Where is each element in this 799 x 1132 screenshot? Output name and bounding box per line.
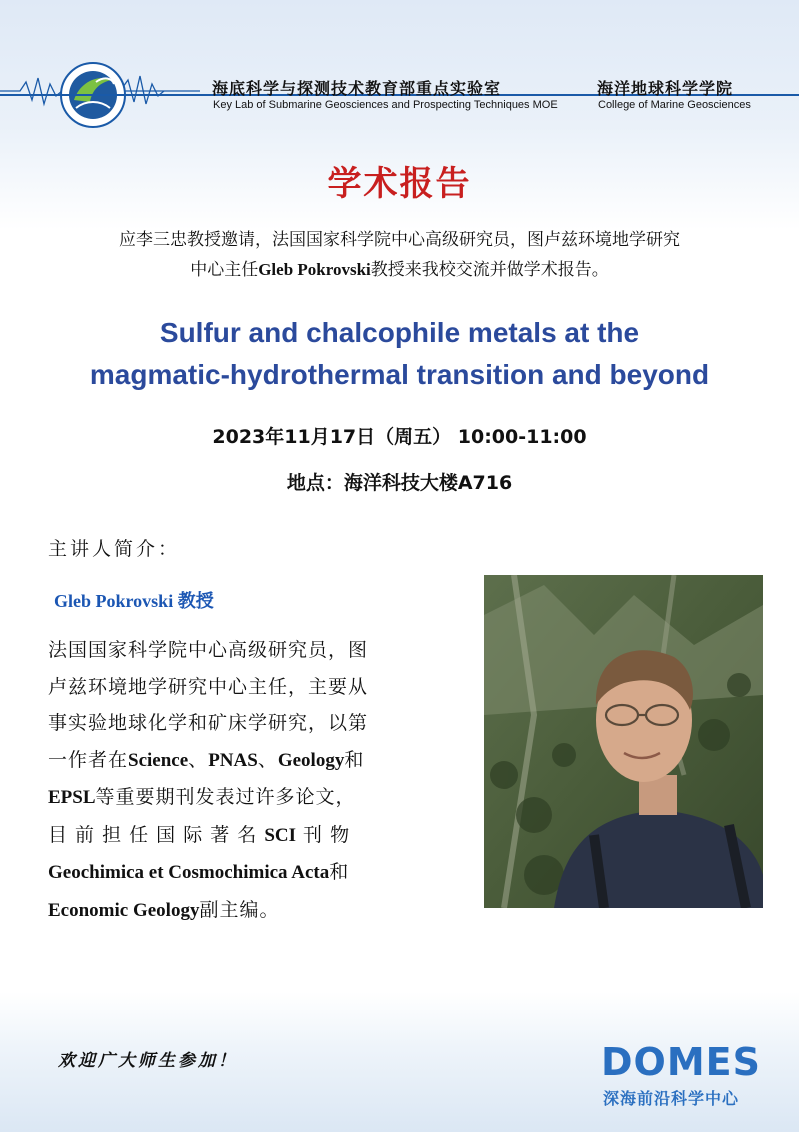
bio-line: 事实验地球化学和矿床学研究，以第 [48, 712, 369, 734]
journal-name: EPSL [48, 787, 96, 808]
bio-text: 副主编。 [199, 898, 280, 921]
bio-line [48, 817, 466, 855]
bio-text: 、 [188, 748, 209, 771]
speaker-name-text: Gleb Pokrovski [54, 591, 174, 611]
talk-title-line-1: Sulfur and chalcophile metals at the [159, 317, 640, 348]
bio-text: 一作者在 [48, 748, 129, 771]
talk-datetime: 2023年11月17日（周五） 10:00-11:00 [212, 426, 587, 448]
journal-name: Geochimica et Cosmochimica Acta [48, 862, 330, 883]
welcome-message: 欢迎广大师生参加！ [58, 1051, 238, 1071]
speaker-bio [48, 632, 466, 929]
page-title: 学术报告 [327, 164, 472, 204]
speaker-photo [484, 575, 763, 908]
invitation-line-2-pre: 中心主任 [190, 260, 259, 280]
journal-name: Science [128, 749, 189, 771]
speaker-name [54, 587, 214, 613]
bio-text: 目 前 担 任 国 际 著 名 [48, 823, 265, 846]
journal-name: SCI [264, 824, 297, 846]
talk-venue: 地点：海洋科技大楼A716 [286, 472, 513, 494]
invitation-line-1: 应李三忠教授邀请，法国国家科学院中心高级研究员，图卢兹环境地学研究 [119, 230, 680, 250]
bio-text: 等重要期刊发表过许多论文， [95, 786, 356, 808]
lab-emblem-icon [0, 38, 200, 128]
journal-name: Geology [277, 749, 345, 771]
bio-text: 刊 物 [296, 823, 351, 846]
lab-name-cn: 海底科学与探测技术教育部重点实验室 [212, 79, 502, 98]
college-name-cn: 海洋地球科学学院 [597, 79, 734, 98]
bio-line [48, 854, 466, 892]
bio-line: 卢兹环境地学研究中心主任，主要从 [48, 675, 369, 698]
bio-line [48, 779, 466, 817]
domes-logo-subtitle: 深海前沿科学中心 [603, 1089, 740, 1108]
speaker-title: 教授 [177, 591, 214, 612]
bio-line: 法国国家科学院中心高级研究员，图 [48, 639, 369, 661]
speaker-name-inline: Gleb Pokrovski [258, 260, 371, 279]
bio-text: 和 [329, 861, 350, 883]
college-name-en: College of Marine Geosciences [598, 99, 751, 111]
bio-line [48, 742, 466, 780]
journal-name: PNAS [208, 749, 258, 771]
talk-title [20, 312, 779, 396]
invitation-line-2-post: 教授来我校交流并做学术报告。 [370, 260, 609, 280]
speaker-section-heading: 主讲人简介： [48, 538, 181, 560]
lab-name-en: Key Lab of Submarine Geosciences and Prospecting Techniques MOE [213, 99, 558, 111]
bio-line [48, 892, 466, 930]
invitation-line-2 [40, 255, 759, 285]
journal-name: Economic Geology [48, 899, 200, 921]
invitation-text [40, 226, 759, 285]
talk-title-line-2: magmatic-hydrothermal transition and beyond [89, 359, 710, 390]
bio-text: 、 [257, 748, 278, 771]
domes-logo: DOMES [601, 1040, 761, 1084]
bio-text: 和 [344, 748, 365, 771]
